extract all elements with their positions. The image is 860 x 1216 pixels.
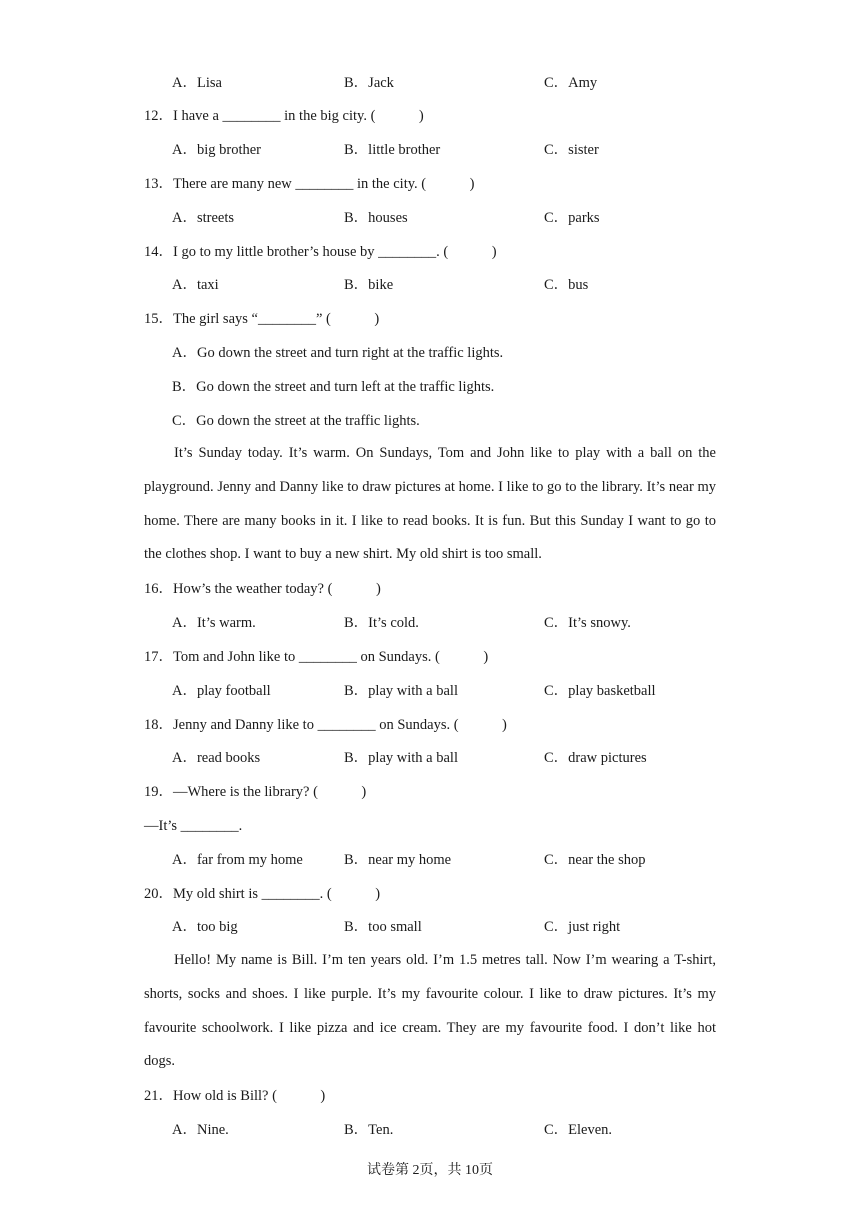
q15-option-b: B．Go down the street and turn left at the traffic lights. bbox=[172, 379, 495, 395]
q12-option-c: C．sister bbox=[544, 142, 599, 158]
q17-options bbox=[172, 681, 732, 701]
q19-option-a: A．far from my home bbox=[172, 852, 303, 868]
q12-options bbox=[172, 140, 732, 160]
q14-option-c: C．bus bbox=[544, 277, 589, 293]
q18-option-a: A．read books bbox=[172, 750, 261, 766]
q16-option-a: A．It’s warm. bbox=[172, 615, 256, 631]
q15-option-a: A．Go down the street and turn right at the traffic lights. bbox=[172, 345, 504, 361]
q20-option-b: B．too small bbox=[344, 919, 422, 935]
q13-option-c: C．parks bbox=[544, 210, 600, 226]
q16-options bbox=[172, 613, 732, 633]
q12-option-a: A．big brother bbox=[172, 142, 261, 158]
q20-option-a: A．too big bbox=[172, 919, 238, 935]
q17-option-b: B．play with a ball bbox=[344, 683, 458, 699]
q19-option-b: B．near my home bbox=[344, 852, 452, 868]
q21-option-a: A．Nine. bbox=[172, 1122, 229, 1138]
q16-option-c: C．It’s snowy. bbox=[544, 615, 631, 631]
q16-option-b: B．It’s cold. bbox=[344, 615, 419, 631]
q14-stem: 14．I go to my little brother’s house by ________. ( ) bbox=[144, 244, 497, 260]
q14-option-b: B．bike bbox=[344, 277, 394, 293]
reading-passage-bill: Hello! My name is Bill. I’m ten years old. I’m 1.5 metres tall. Now I’m wearing a T-shirt, shorts, socks and shoes. I like purple. It’s my favourite colour. I like to draw pictures. It’s my favourite schoolwork. I like pizza and ice cream. They are my favourite food. I don’t like hot dogs. bbox=[144, 952, 716, 1070]
q17-option-a: A．play football bbox=[172, 683, 271, 699]
q11-options bbox=[172, 73, 732, 93]
q14-option-a: A．taxi bbox=[172, 277, 219, 293]
q12-stem: 12．I have a ________ in the big city. ( ) bbox=[144, 108, 424, 124]
q11-option-b: B．Jack bbox=[344, 75, 394, 91]
q19-stem: 19．—Where is the library? ( ) bbox=[144, 784, 367, 800]
q20-stem: 20．My old shirt is ________. ( ) bbox=[144, 886, 381, 902]
q14-options bbox=[172, 275, 732, 295]
q17-option-c: C．play basketball bbox=[544, 683, 656, 699]
q20-options bbox=[172, 917, 732, 937]
q15-option-c: C．Go down the street at the traffic lights. bbox=[172, 413, 420, 429]
q18-options bbox=[172, 748, 732, 768]
q16-stem: 16．How’s the weather today? ( ) bbox=[144, 581, 381, 597]
q20-option-c: C．just right bbox=[544, 919, 621, 935]
q13-stem: 13．There are many new ________ in the city. ( ) bbox=[144, 176, 475, 192]
q21-stem: 21．How old is Bill? ( ) bbox=[144, 1088, 326, 1104]
q21-options bbox=[172, 1120, 732, 1140]
q19-options bbox=[172, 850, 732, 870]
q13-options bbox=[172, 208, 732, 228]
q18-option-b: B．play with a ball bbox=[344, 750, 458, 766]
q13-option-b: B．houses bbox=[344, 210, 408, 226]
page-footer: 试卷第 2页，共 10页 bbox=[367, 1163, 493, 1178]
q18-stem: 18．Jenny and Danny like to ________ on Sundays. ( ) bbox=[144, 717, 507, 733]
q19-answer-line: —It’s ________. bbox=[144, 818, 243, 834]
q21-option-b: B．Ten. bbox=[344, 1122, 394, 1138]
q19-option-c: C．near the shop bbox=[544, 852, 646, 868]
q15-stem: 15．The girl says “________” ( ) bbox=[144, 311, 380, 327]
q18-option-c: C．draw pictures bbox=[544, 750, 647, 766]
q11-option-c: C．Amy bbox=[544, 75, 598, 91]
q21-option-c: C．Eleven. bbox=[544, 1122, 613, 1138]
q12-option-b: B．little brother bbox=[344, 142, 441, 158]
reading-passage-sunday: It’s Sunday today. It’s warm. On Sundays, Tom and John like to play with a ball on the playground. Jenny and Danny like to draw pictures at home. I like to go to the library. It’s near my home. There are many books in it. I like to read books. It is fun. But this Sunday I want to go to the clothes shop. I want to buy a new shirt. My old shirt is too small. bbox=[144, 445, 716, 563]
q17-stem: 17．Tom and John like to ________ on Sundays. ( ) bbox=[144, 649, 489, 665]
q13-option-a: A．streets bbox=[172, 210, 235, 226]
q11-option-a: A．Lisa bbox=[172, 75, 222, 91]
